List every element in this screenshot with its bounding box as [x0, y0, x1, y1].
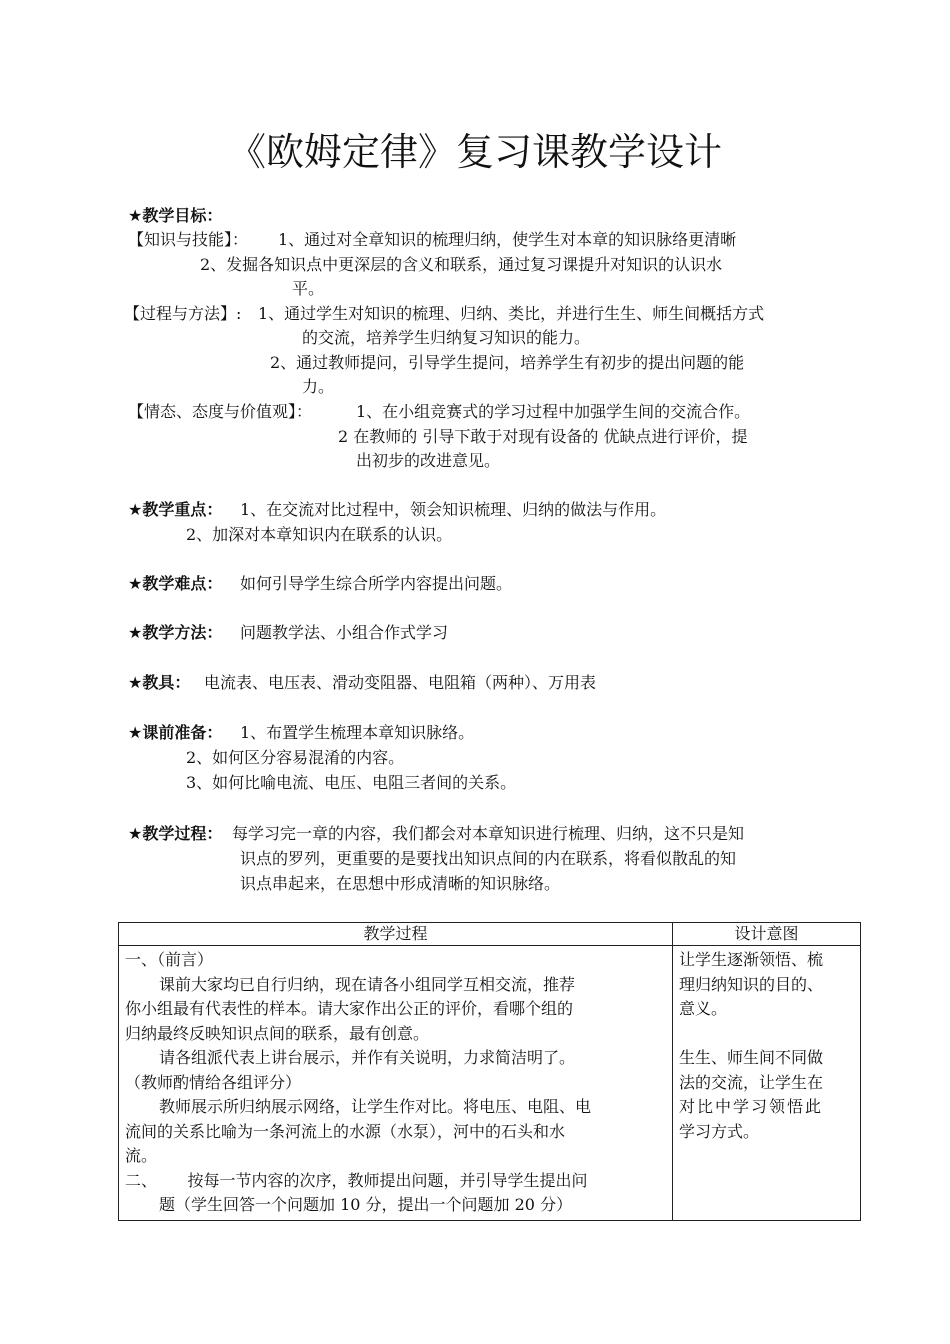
- intent-line: 生生、师生间不同做: [679, 1048, 824, 1067]
- knowledge-skills-line: 1、通过对全章知识的梳理归纳，使学生对本章的知识脉络更清晰: [278, 230, 737, 249]
- intent-line: 学习方式。: [679, 1121, 760, 1141]
- knowledge-skills-label: 【知识与技能】：: [128, 230, 249, 249]
- process-line: 一、（前言）: [125, 950, 214, 969]
- intent-line: 对比中学习领悟此: [679, 1097, 824, 1116]
- prep-line: 3、如何比喻电流、电压、电阻三者间的关系。: [186, 773, 517, 792]
- process-line: 教师展示所归纳展示网络，让学生作对比。将电压、电阻、电: [159, 1097, 592, 1116]
- prep-line: 1、布置学生梳理本章知识脉络。: [240, 723, 475, 742]
- process-intro-line: 识点串起来，在思想中形成清晰的知识脉络。: [240, 874, 561, 893]
- process-methods-label: 【过程与方法】:: [124, 304, 242, 323]
- methods-text: 问题教学法、小组合作式学习: [240, 623, 449, 642]
- process-line: 你小组最有代表性的样本。请大家作出公正的评价，看哪个组的: [125, 999, 574, 1018]
- process-intro-line: 识点的罗列，更重要的是要找出知识点间的内在联系，将看似散乱的知: [240, 849, 737, 868]
- process-line: （教师酌情给各组评分）: [125, 1072, 302, 1092]
- tools-heading: ★教具：: [128, 673, 191, 692]
- process-heading: ★教学过程：: [128, 824, 223, 843]
- difficulty-text: 如何引导学生综合所学内容提出问题。: [240, 574, 513, 593]
- intent-line: 理归纳知识的目的、: [679, 974, 824, 994]
- process-line: 请各组派代表上讲台展示，并作有关说明，力求简洁明了。: [159, 1048, 576, 1067]
- column-header-intent: 设计意图: [673, 923, 861, 946]
- process-line: 归纳最终反映知识点间的联系，最有创意。: [125, 1023, 430, 1043]
- knowledge-skills-line: 2、发掘各知识点中更深层的含义和联系，通过复习课提升对知识的认识水: [200, 255, 723, 274]
- key-points-line: 1、在交流对比过程中，领会知识梳理、归纳的做法与作用。: [240, 500, 667, 519]
- table-header-row: [119, 923, 861, 946]
- column-header-process: 教学过程: [119, 923, 673, 946]
- intent-line: 意义。: [679, 999, 728, 1018]
- intent-line: 法的交流，让学生在: [679, 1072, 824, 1092]
- tools-text: 电流表、电压表、滑动变阻器、电阻箱（两种）、万用表: [204, 673, 597, 692]
- process-line: 题（学生回答一个问题加 10 分，提出一个问题加 20 分）: [159, 1195, 573, 1214]
- attitude-values-line: 出初步的改进意见。: [356, 451, 501, 470]
- key-points-heading: ★教学重点：: [128, 500, 223, 519]
- process-line: 二、 按每一节内容的次序，教师提出问题，并引导学生提出问: [125, 1170, 588, 1190]
- key-points-line: 2、加深对本章知识内在联系的认识。: [186, 525, 453, 544]
- attitude-values-line: 1、在小组竞赛式的学习过程中加强学生间的交流合作。: [356, 402, 751, 421]
- process-methods-line: 的交流，培养学生归纳复习知识的能力。: [302, 328, 591, 347]
- process-intro-line: 每学习完一章的内容，我们都会对本章知识进行梳理、归纳，这不只是知: [232, 824, 745, 843]
- attitude-values-line: 2 在教师的 引导下敢于对现有设备的 优缺点进行评价，提: [338, 427, 748, 446]
- prep-heading: ★课前准备：: [128, 723, 223, 742]
- process-cell: [119, 946, 673, 1221]
- intent-line: 让学生逐渐领悟、梳: [679, 950, 824, 969]
- objectives-heading: ★教学目标：: [128, 206, 223, 225]
- process-methods-line: 2、通过教师提问，引导学生提问，培养学生有初步的提出问题的能: [270, 353, 745, 372]
- process-line: 流。: [125, 1146, 158, 1165]
- intent-spacer: [679, 1022, 854, 1047]
- prep-line: 2、如何区分容易混淆的内容。: [186, 748, 405, 767]
- document-title: 《欧姆定律》复习课教学设计: [227, 130, 722, 174]
- teaching-process-table: [118, 922, 861, 1221]
- process-methods-line: 1、通过学生对知识的梳理、归纳、类比，并进行生生、师生间概括方式: [258, 304, 765, 323]
- table-row: [119, 946, 861, 1221]
- intent-cell: [673, 946, 861, 1221]
- process-line: 流间的关系比喻为一条河流上的水源（水泵），河中的石头和水: [125, 1121, 566, 1141]
- process-line: 课前大家均已自行归纳，现在请各小组同学互相交流，推荐: [159, 974, 576, 994]
- methods-heading: ★教学方法：: [128, 623, 223, 642]
- knowledge-skills-line: 平。: [292, 279, 325, 298]
- difficulty-heading: ★教学难点：: [128, 574, 223, 593]
- process-methods-line: 力。: [302, 377, 335, 396]
- attitude-values-label: 【情态、态度与价值观】：: [128, 402, 313, 421]
